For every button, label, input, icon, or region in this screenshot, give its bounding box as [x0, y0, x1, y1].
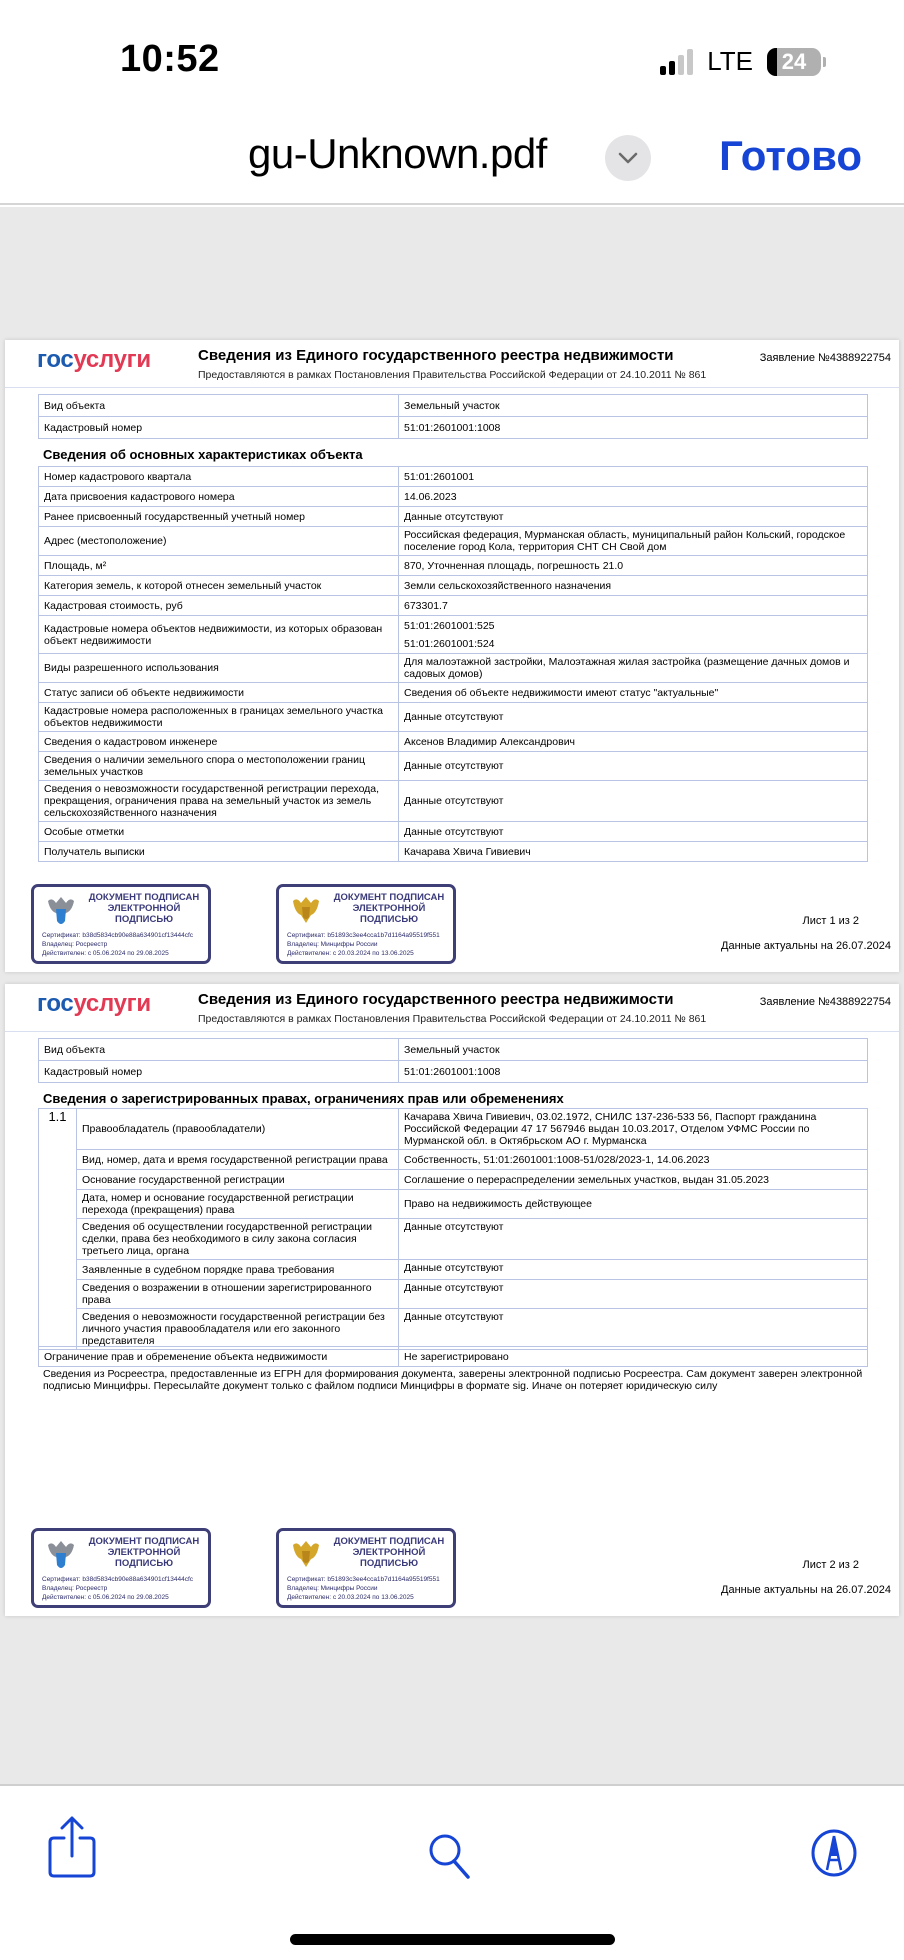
row-value: 51:01:2601001:525 51:01:2601001:524 [399, 616, 868, 654]
document-subheading: Предоставляются в рамках Постановления Правительства Российской Федерации от 24.10.2011 № 861 [198, 369, 707, 381]
actual-date: Данные актуальны на 26.07.2024 [721, 1584, 891, 1596]
row-label: Дата, номер и основание государственной регистрации перехода (прекращения) права [77, 1190, 399, 1219]
share-button[interactable] [46, 1814, 98, 1885]
row-label: Категория земель, к которой отнесен земельный участок [39, 576, 399, 596]
status-bar [0, 0, 904, 110]
table-row: Кадастровый номер 51:01:2601001:1008 [39, 1061, 868, 1083]
table-row [39, 487, 868, 507]
status-time: 10:52 [120, 38, 220, 80]
pdf-viewer[interactable] [0, 207, 904, 1784]
row-value: 51:01:2601001 [399, 467, 868, 487]
document-heading: Сведения из Единого государственного реестра недвижимости [198, 347, 674, 364]
table-row [39, 507, 868, 527]
table-row [39, 556, 868, 576]
chevron-down-icon [618, 152, 638, 164]
pdf-page-2 [5, 984, 899, 1616]
bottom-toolbar [0, 1784, 904, 1960]
rosreestr-emblem-icon [44, 1537, 78, 1573]
signature-stamp-mintsifry: ДОКУМЕНТ ПОДПИСАН ЭЛЕКТРОННОЙ ПОДПИСЬЮ Сертификат: b51893c3ee4cca1b7d1164a95519f551 Владелец: Минцифры России Действителен: с 20.03.2024 по 13.06.2025 [276, 1528, 456, 1608]
row-label: Виды разрешенного использования [39, 654, 399, 683]
row-value: Данные отсутствуют [399, 752, 868, 781]
row-value: Данные отсутствуют [399, 1309, 868, 1350]
markup-pen-icon [809, 1828, 859, 1878]
table-row [39, 1190, 868, 1219]
markup-button[interactable] [809, 1828, 859, 1883]
row-label: Адрес (местоположение) [39, 527, 399, 556]
row-value: Аксенов Владимир Александрович [399, 732, 868, 752]
document-subheading: Предоставляются в рамках Постановления Правительства Российской Федерации от 24.10.2011 № 861 [198, 1013, 707, 1025]
status-indicators [660, 46, 826, 77]
row-label: Кадастровые номера расположенных в границах земельного участка объектов недвижимости [39, 703, 399, 732]
table-row [39, 1260, 868, 1280]
row-label: Сведения о возражении в отношении зарегистрированного права [77, 1280, 399, 1309]
russian-coat-of-arms-icon [289, 893, 323, 929]
sheet-number: Лист 1 из 2 [802, 915, 859, 927]
table-row [39, 527, 868, 556]
row-label: Получатель выписки [39, 842, 399, 862]
row-value: Данные отсутствуют [399, 1219, 868, 1260]
row-value: Сведения об объекте недвижимости имеют статус "актуальные" [399, 683, 868, 703]
actual-date: Данные актуальны на 26.07.2024 [721, 940, 891, 952]
row-value: 14.06.2023 [399, 487, 868, 507]
row-value: Данные отсутствуют [399, 507, 868, 527]
row-value: Качарава Хвича Гивиевич, 03.02.1972, СНИЛС 137-236-533 56, Паспорт гражданина Российской Федерации 47 17 567946 выдан 10.03.2017, Отделом УФМС России по Мурманской обл. в Октябрьском АО г. Мурманска [399, 1109, 868, 1150]
right-number: 1.1 [39, 1109, 77, 1350]
row-value: Данные отсутствуют [399, 1280, 868, 1309]
table-row [39, 467, 868, 487]
sheet-number: Лист 2 из 2 [802, 1559, 859, 1571]
page-header [5, 340, 899, 388]
row-label: Заявленные в судебном порядке права требования [77, 1260, 399, 1280]
battery-icon [767, 48, 821, 76]
row-value: Данные отсутствуют [399, 781, 868, 822]
rights-table [38, 1108, 868, 1350]
row-label: Кадастровая стоимость, руб [39, 596, 399, 616]
row-label: Сведения о невозможности государственной регистрации без личного участия правообладателя или его законного представителя [77, 1309, 399, 1350]
share-icon [46, 1814, 98, 1880]
table-row [39, 683, 868, 703]
gosuslugi-logo: госуслуги [37, 990, 151, 1017]
row-label: Основание государственной регистрации [77, 1170, 399, 1190]
row-label: Площадь, м² [39, 556, 399, 576]
battery-tip [823, 57, 826, 67]
row-label: Статус записи об объекте недвижимости [39, 683, 399, 703]
row-value: Качарава Хвича Гивиевич [399, 842, 868, 862]
table-row: Ограничение прав и обременение объекта недвижимости Не зарегистрировано [39, 1347, 868, 1367]
document-title[interactable]: gu-Unknown.pdf [248, 130, 547, 177]
done-button[interactable]: Готово [719, 132, 862, 179]
table-row [39, 842, 868, 862]
row-value: 870, Уточненная площадь, погрешность 21.0 [399, 556, 868, 576]
object-table [38, 394, 868, 439]
restriction-table [38, 1346, 868, 1367]
table-row [39, 822, 868, 842]
table-row [39, 616, 868, 654]
battery-level: 24 [781, 48, 807, 74]
table-row [39, 1280, 868, 1309]
row-label: Сведения об осуществлении государственной регистрации сделки, права без необходимого в силу закона согласия третьего лица, органа [77, 1219, 399, 1260]
row-label: Сведения о кадастровом инженере [39, 732, 399, 752]
signal-icon [660, 49, 693, 75]
row-value: Российская федерация, Мурманская область, муниципальный район Кольский, городское поселение город Кола, территория СНТ СН Свой дом [399, 527, 868, 556]
row-label: Ранее присвоенный государственный учетный номер [39, 507, 399, 527]
row-value: Для малоэтажной застройки, Малоэтажная жилая застройка (размещение дачных домов и садовых домов) [399, 654, 868, 683]
search-button[interactable] [426, 1831, 476, 1886]
row-label: Вид, номер, дата и время государственной регистрации права [77, 1150, 399, 1170]
rosreestr-emblem-icon [44, 893, 78, 929]
row-label: Сведения о невозможности государственной регистрации перехода, прекращения, ограничения права на земельный участок из земель сельскохозяйственного назначения [39, 781, 399, 822]
table-row [39, 781, 868, 822]
table-row: Кадастровый номер 51:01:2601001:1008 [39, 417, 868, 439]
row-label: Сведения о наличии земельного спора о местоположении границ земельных участков [39, 752, 399, 781]
table-row [39, 732, 868, 752]
row-value: Данные отсутствуют [399, 822, 868, 842]
table-row: Вид объекта Земельный участок [39, 1039, 868, 1061]
table-row: Вид объекта Земельный участок [39, 395, 868, 417]
table-row [39, 1309, 868, 1350]
row-value: Право на недвижимость действующее [399, 1190, 868, 1219]
table-row [39, 596, 868, 616]
table-row [39, 703, 868, 732]
row-label: Правообладатель (правообладатели) [77, 1109, 399, 1150]
row-label: Кадастровые номера объектов недвижимости, из которых образован объект недвижимости [39, 616, 399, 654]
table-row [39, 576, 868, 596]
section-title: Сведения о зарегистрированных правах, ограничениях прав или обременениях [43, 1091, 564, 1106]
table-row [39, 654, 868, 683]
row-label: Особые отметки [39, 822, 399, 842]
section-title: Сведения об основных характеристиках объекта [43, 447, 363, 462]
nav-bar [0, 110, 904, 205]
document-heading: Сведения из Единого государственного реестра недвижимости [198, 991, 674, 1008]
signature-stamp-mintsifry: ДОКУМЕНТ ПОДПИСАН ЭЛЕКТРОННОЙ ПОДПИСЬЮ Сертификат: b51893c3ee4cca1b7d1164a95519f551 Владелец: Минцифры России Действителен: с 20.03.2024 по 13.06.2025 [276, 884, 456, 964]
gosuslugi-logo: госуслуги [37, 346, 151, 373]
signature-stamp-rosreestr: ДОКУМЕНТ ПОДПИСАН ЭЛЕКТРОННОЙ ПОДПИСЬЮ Сертификат: b38d5834cb90e88a634901cf13444cfc Владелец: Росреестр Действителен: с 05.06.2024 по 29.08.2025 [31, 1528, 211, 1608]
network-type: LTE [707, 46, 753, 76]
russian-coat-of-arms-icon [289, 1537, 323, 1573]
row-value: Данные отсутствуют [399, 703, 868, 732]
application-number: Заявление №4388922754 [759, 996, 891, 1008]
row-label: Номер кадастрового квартала [39, 467, 399, 487]
home-indicator[interactable] [290, 1934, 615, 1945]
row-value: 673301.7 [399, 596, 868, 616]
characteristics-table [38, 466, 868, 862]
row-value: Собственность, 51:01:2601001:1008-51/028/2023-1, 14.06.2023 [399, 1150, 868, 1170]
pdf-page-1 [5, 340, 899, 972]
row-value: Земли сельскохозяйственного назначения [399, 576, 868, 596]
table-row [39, 752, 868, 781]
row-value: Соглашение о перераспределении земельных участков, выдан 31.05.2023 [399, 1170, 868, 1190]
object-table [38, 1038, 868, 1083]
table-row [39, 1150, 868, 1170]
table-row [39, 1170, 868, 1190]
row-label: Дата присвоения кадастрового номера [39, 487, 399, 507]
legal-note: Сведения из Росреестра, предоставленные из ЕГРН для формирования документа, заверены электронной подписью Росреестра. Сам документ заверен электронной подписью Минцифры. Пересылайте документ только с файлом подписи Минцифры в формате sig. Иначе он потеряет юридическую силу [43, 1368, 863, 1392]
table-row [39, 1109, 868, 1150]
search-icon [426, 1831, 476, 1881]
application-number: Заявление №4388922754 [759, 352, 891, 364]
title-menu-button[interactable] [605, 135, 651, 181]
signature-stamp-rosreestr: ДОКУМЕНТ ПОДПИСАН ЭЛЕКТРОННОЙ ПОДПИСЬЮ Сертификат: b38d5834cb90e88a634901cf13444cfc Владелец: Росреестр Действителен: с 05.06.2024 по 29.08.2025 [31, 884, 211, 964]
page-header [5, 984, 899, 1032]
row-value: Данные отсутствуют [399, 1260, 868, 1280]
table-row [39, 1219, 868, 1260]
